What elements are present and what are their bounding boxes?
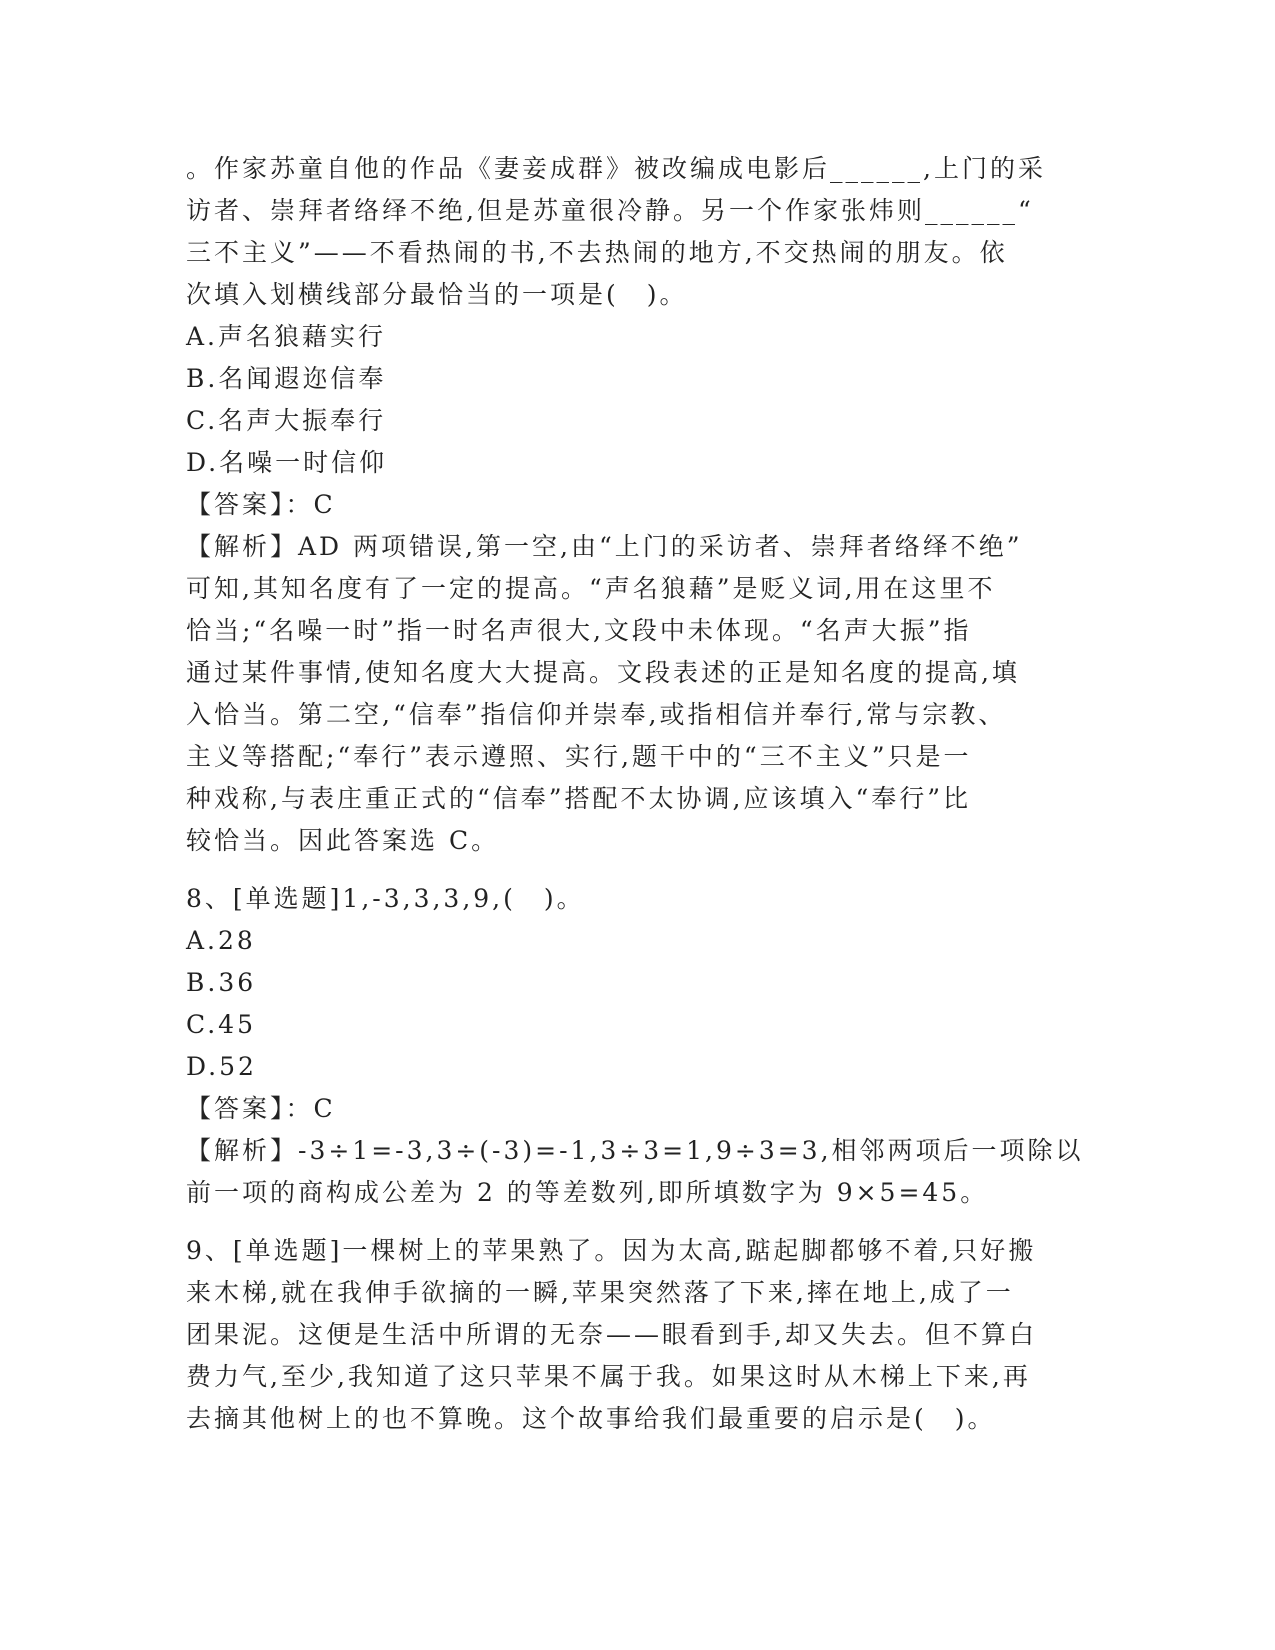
- option-c: C.45: [186, 1010, 256, 1039]
- question-gap: [186, 862, 1035, 878]
- analysis-line: 较恰当。因此答案选 C。: [186, 826, 500, 855]
- option-d: D.52: [186, 1052, 257, 1081]
- option-a: A.28: [186, 926, 256, 955]
- answer: 【答案】：C: [186, 1094, 336, 1123]
- analysis-line: 种戏称,与表庄重正式的“信奉”搭配不太协调,应该填入“奉行”比: [186, 784, 972, 813]
- analysis-line: 入恰当。第二空,“信奉”指信仰并崇奉,或指相信并奉行,常与宗教、: [186, 700, 1007, 729]
- question-stem-line: 费力气,至少,我知道了这只苹果不属于我。如果这时从木梯上下来,再: [186, 1362, 1031, 1391]
- analysis-line: 主义等搭配;“奉行”表示遵照、实行,题干中的“三不主义”只是一: [186, 742, 972, 771]
- analysis-line: 恰当;“名噪一时”指一时名声很大,文段中未体现。“名声大振”指: [186, 616, 972, 645]
- question-7: [186, 148, 1046, 862]
- option-b: B.36: [186, 968, 257, 997]
- analysis-line: 前一项的商构成公差为 2 的等差数列,即所填数字为 9×5=45。: [186, 1178, 989, 1207]
- question-stem-line: 9、[单选题]一棵树上的苹果熟了。因为太高,踮起脚都够不着,只好搬: [186, 1236, 1037, 1265]
- option-d: D.名噪一时信仰: [186, 448, 388, 477]
- question-gap: [186, 1214, 1035, 1230]
- analysis-line: 【解析】-3÷1=-3,3÷(-3)=-1,3÷3=1,9÷3=3,相邻两项后一项除以: [186, 1136, 1084, 1165]
- question-stem-line: 三不主义”——不看热闹的书,不去热闹的地方,不交热闹的朋友。依: [186, 238, 1008, 267]
- option-a: A.声名狼藉实行: [186, 322, 387, 351]
- analysis-line: 通过某件事情,使知名度大大提高。文段表述的正是知名度的提高,填: [186, 658, 1020, 687]
- question-9: [186, 1230, 1035, 1440]
- question-stem-line: 访者、崇拜者络绎不绝,但是苏童很冷静。另一个作家张炜则______“: [186, 196, 1034, 225]
- question-stem-line: 团果泥。这便是生活中所谓的无奈——眼看到手,却又失去。但不算白: [186, 1320, 1037, 1349]
- analysis-line: 【解析】AD 两项错误,第一空,由“上门的采访者、崇拜者络绎不绝”: [186, 532, 1023, 561]
- question-stem-line: 去摘其他树上的也不算晚。这个故事给我们最重要的启示是( )。: [186, 1404, 996, 1433]
- option-c: C.名声大振奉行: [186, 406, 387, 435]
- answer: 【答案】：C: [186, 490, 336, 519]
- question-8: [186, 878, 1084, 1214]
- question-stem-line: 来木梯,就在我伸手欲摘的一瞬,苹果突然落了下来,摔在地上,成了一: [186, 1278, 1014, 1307]
- analysis-line: 可知,其知名度有了一定的提高。“声名狼藉”是贬义词,用在这里不: [186, 574, 996, 603]
- option-b: B.名闻遐迩信奉: [186, 364, 387, 393]
- question-stem-line: 8、[单选题]1,-3,3,3,9,( )。: [186, 884, 585, 913]
- question-stem-line: 。作家苏童自他的作品《妻妾成群》被改编成电影后______,上门的采: [186, 154, 1046, 183]
- question-stem-line: 次填入划横线部分最恰当的一项是( )。: [186, 280, 688, 309]
